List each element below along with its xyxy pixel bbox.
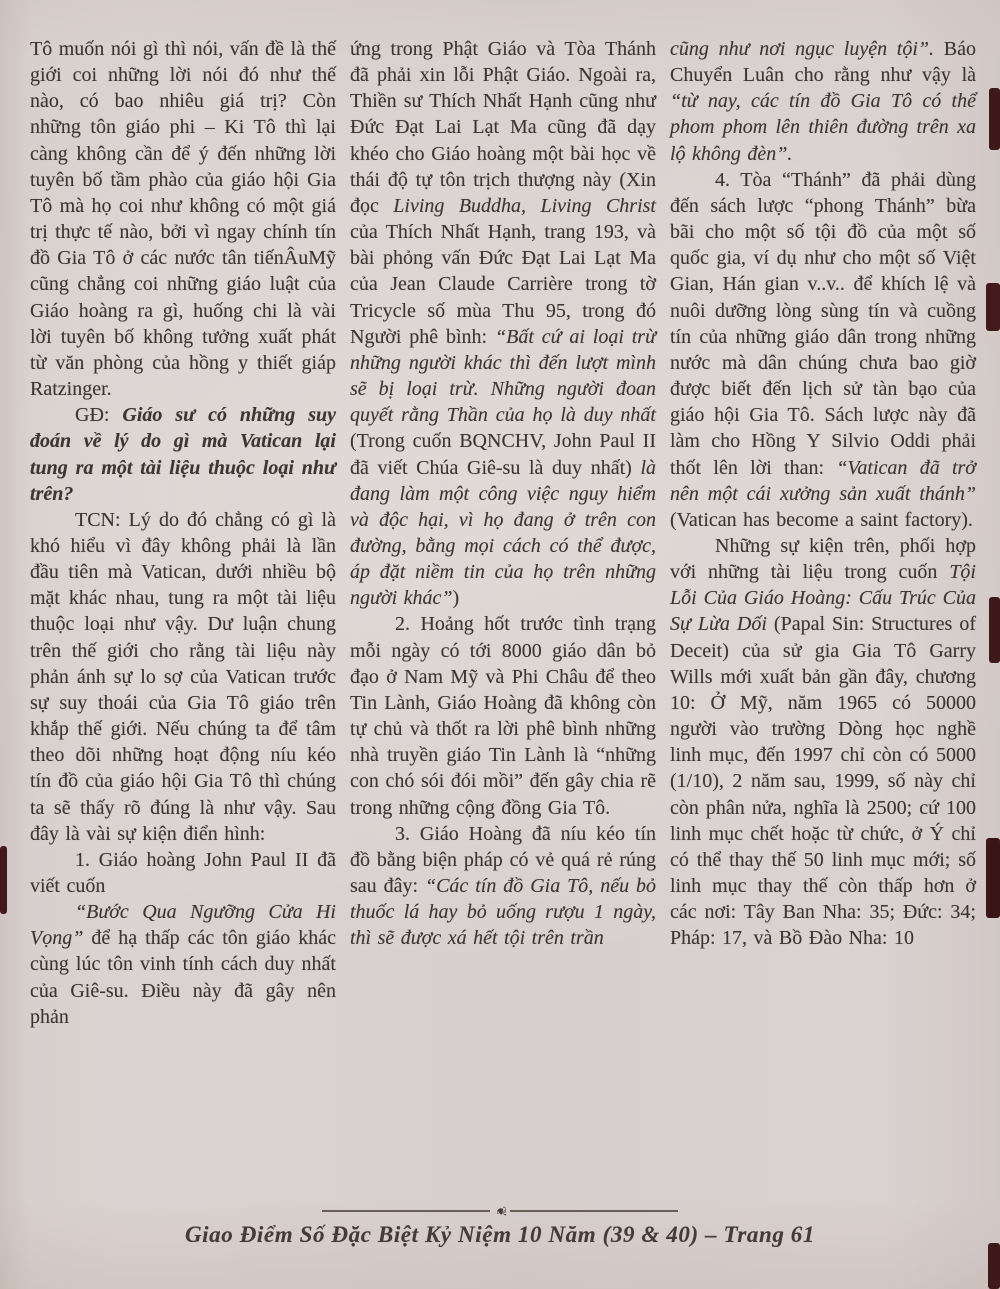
footer-divider [0, 1203, 1000, 1219]
scan-artifact [0, 846, 7, 914]
text-run: “Bất cứ ai loại trừ những người khác thì đến lượt mình sẽ bị loại trừ. Những người đoan quyết rằng Thần của họ là duy nhất [350, 325, 657, 427]
text-run: “Các tín đồ Gia Tô, nếu bỏ thuốc lá hay bỏ uống rượu 1 ngày, thì sẽ được xá hết tội trên trần [350, 875, 657, 950]
text-run: 3. Giáo Hoàng đã níu kéo tín đồ bằng biện pháp có vẻ quá rẻ rúng sau đây: [350, 822, 656, 897]
scan-artifact [986, 283, 1000, 331]
text-run: TCN: Lý do đó chẳng có gì là khó hiểu vì đây không phải là lần đầu tiên mà Vatican, dưới nhiều bộ mặt khác nhau, tung ra một tài liệu thuộc loại như vậy. Dư luận chung trên thế giới cho rằng tài liệu này phản ánh sự lo sợ của Vatican trước sự suy thoái của Gia Tô giáo trên khắp thế giới. Nếu chúng ta để tâm theo dõi những hoạt động níu kéo tín đồ của giáo hội Gia Tô thì chúng ta sẽ thấy rõ đúng là như vậy. Sau đây là vài sự kiện điển hình: [30, 508, 336, 845]
text-run: là đang làm một công việc nguy hiểm và độc hại, vì họ đang ở trên con đường, bằng mọi cách có thể được, áp đặt niềm tin của họ trên những người khác” [350, 456, 656, 610]
text-column-2 [350, 36, 656, 1030]
text-run: Living Buddha, Living Christ [393, 194, 656, 217]
paragraph [670, 167, 976, 533]
paragraph [350, 821, 656, 952]
scan-artifact [986, 838, 1000, 918]
text-run: Những sự kiện trên, phối hợp với những tài liệu trong cuốn [670, 534, 976, 584]
paragraph [350, 611, 656, 820]
text-run: (Vatican has become a saint factory). [670, 508, 973, 531]
divider-line-left [322, 1210, 490, 1212]
text-run: Giáo sư có những suy đoán về lý do gì mà Vatican lại tung ra một tài liệu thuộc loại như trên? [30, 404, 336, 505]
paragraph [350, 36, 656, 611]
scan-artifact [988, 1243, 1000, 1289]
scan-artifact [989, 597, 1000, 663]
text-run: của Thích Nhất Hạnh, trang 193, và bài phỏng vấn Đức Đạt Lai Lạt Ma của Jean Claude Carrière trong tờ Tricycle số mùa Thu 95, trong đó Người phê bình: [350, 221, 656, 348]
text-run: (Papal Sin: Structures of Deceit) của sử gia Gia Tô Garry Wills mới xuất bản gần đây, chương 10: Ở Mỹ, năm 1965 có 50000 người vào trường Dòng học nghề linh mục, đến 1997 chỉ còn có 5000 (1/10), 2 năm sau, 1999, số này chỉ còn phân nửa, nghĩa là 2500; cứ 100 linh mục chết hoặc từ chức, ở Ý chỉ có thể thay thế 50 linh mục mới; số linh mục thay thế còn thấp hơn ở các nơi: Tây Ban Nha: 35; Đức: 34; Pháp: 17, và Bồ Đào Nha: 10 [670, 613, 976, 950]
paragraph [30, 36, 336, 402]
text-run: ) [452, 587, 460, 610]
text-column-3 [670, 36, 976, 1030]
paragraph [30, 402, 336, 507]
divider-line-right [510, 1210, 678, 1212]
paragraph [670, 533, 976, 952]
text-run: cũng như nơi ngục luyện tội”. [670, 38, 935, 60]
paragraph [30, 507, 336, 847]
paragraph [30, 899, 336, 1030]
text-run: để hạ thấp các tôn giáo khác cùng lúc tôn vinh tính cách duy nhất của Giê-su. Điều này đã gây nên phản [30, 927, 336, 1028]
text-run: “từ nay, các tín đồ Gia Tô có thể phom phom lên thiên đường trên xa lộ không đèn”. [670, 90, 976, 165]
text-run: ứng trong Phật Giáo và Tòa Thánh đã phải xin lỗi Phật Giáo. Ngoài ra, Thiền sư Thích Nhất Hạnh cũng như Đức Đạt Lai Lạt Ma cũng đã dạy khéo cho Giáo hoàng một bài học về thái độ tự tôn trịch thượng này (Xin đọc [350, 38, 656, 217]
text-column-1 [30, 36, 336, 1030]
text-run: Báo Chuyển Luân cho rằng như vậy là [670, 38, 976, 87]
text-run: 1. Giáo hoàng John Paul II đã viết cuốn [30, 848, 336, 897]
text-run: Tội Lỗi Của Giáo Hoàng: Cấu Trúc Của Sự Lừa Dối [670, 561, 976, 636]
paragraph [670, 36, 976, 167]
scan-artifact [989, 88, 1000, 150]
article-columns [30, 36, 976, 1030]
text-run: 2. Hoảng hốt trước tình trạng mỗi ngày có tới 8000 giáo dân bỏ đạo ở Nam Mỹ và Phi Châu để theo Tin Lành, Giáo Hoàng đã không còn tự chủ và thốt ra lời phê bình những nhà truyền giáo Tin Lành là “những con chó sói đói mồi” đến gây chia rẽ trong những cộng đồng Gia Tô. [350, 613, 656, 819]
text-run: 4. Tòa “Thánh” đã phải dùng đến sách lược “phong Thánh” bừa bãi cho một số tội đồ của một số quốc gia, ví dụ như cho một số Việt Gian, Hán gian v..v.. để khích lệ và nuôi dưỡng lòng sùng tín và cuồng tín của những giáo dân trong những nước mà dân chúng chưa bao giờ được biết đến lịch sử tàn bạo của giáo hội Gia Tô. Sách lược này đã làm cho Hồng Y Silvio Oddi phải thốt lên lời than: [670, 168, 976, 479]
text-run: Tô muốn nói gì thì nói, vấn đề là thế giới coi những lời nói đó như thế nào, có bao nhiêu giá trị? Còn những tôn giáo phi – Ki Tô thì lại càng không cần để ý đến những lời tuyên bố tầm phào của giáo hội Gia Tô mà họ coi như không có một giá trị thực tế nào, bởi vì ngay chính tín đồ Gia Tô ở các nước tân tiếnÂuMỹ cũng chẳng coi những giáo luật của Giáo hoàng ra gì, huống chi là vài lời tuyên bố không tưởng xuất phát từ văn phòng của hồng y thiết giáp Ratzinger. [30, 38, 336, 401]
text-run: GĐ: [75, 404, 123, 427]
text-run: (Trong cuốn BQNCHV, John Paul II đã viết Chúa Giê-su là duy nhất) [350, 430, 656, 479]
paragraph [30, 847, 336, 899]
text-run: “Bước Qua Ngưỡng Cửa Hi Vọng” [30, 901, 336, 950]
page-footer [0, 1203, 1000, 1248]
text-run: “Vatican đã trở nên một cái xưởng sản xuất thánh” [670, 456, 976, 505]
floral-ornament-icon: ❦ [492, 1205, 508, 1217]
footer-journal-line: Giao Điểm Số Đặc Biệt Kỷ Niệm 10 Năm (39 & 40) – Trang 61 [184, 1222, 816, 1247]
